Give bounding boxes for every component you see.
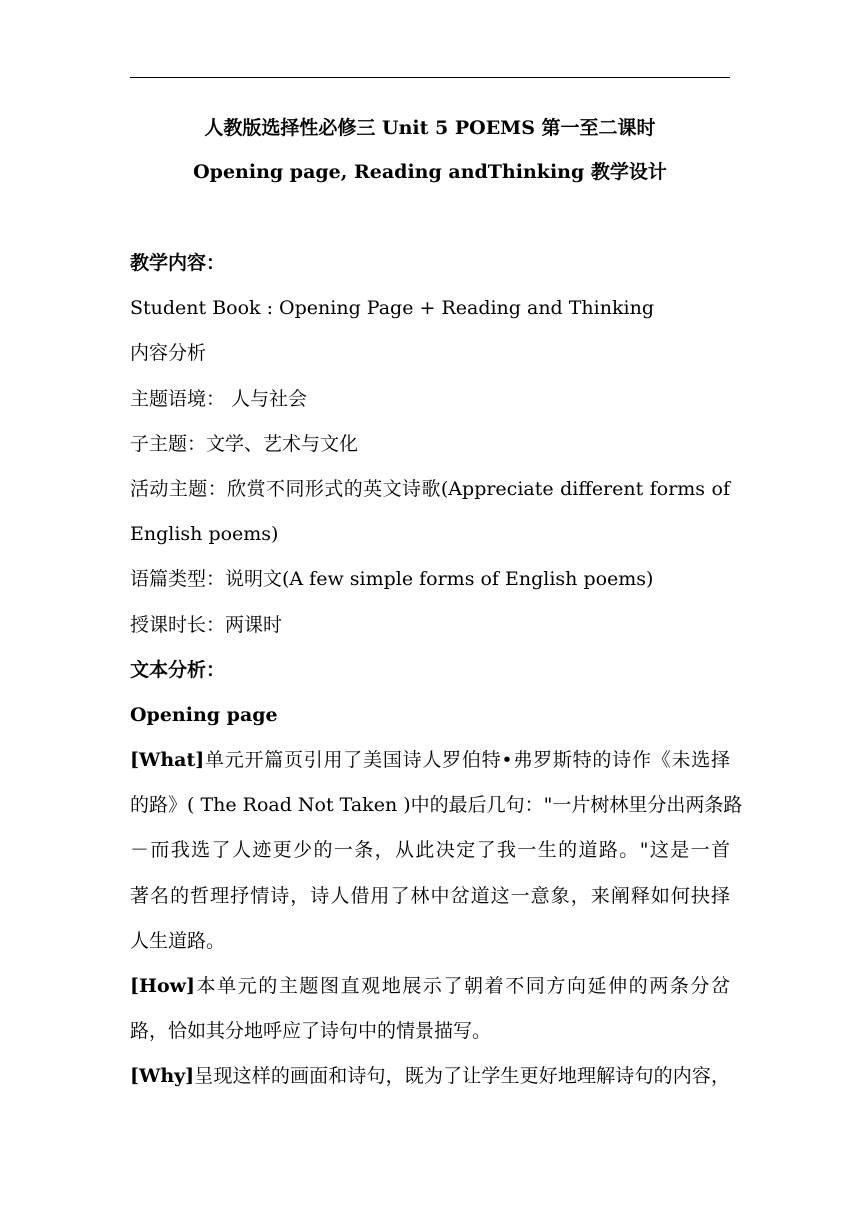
text-line: 文本分析： (130, 658, 226, 681)
text-line: 语篇类型：说明文(A few simple forms of English poems) (130, 568, 654, 591)
text-line: 主题语境： 人与社会 (130, 387, 308, 410)
section-marker: [What] (130, 749, 205, 772)
text-line: Opening page (130, 703, 278, 726)
text-line: Student Book : Opening Page + Reading and Thinking (130, 297, 654, 320)
text-line (130, 747, 730, 792)
text-line (130, 1063, 730, 1108)
text-line: 活动主题：欣赏不同形式的英文诗歌(Appreciate different forms of (130, 477, 730, 500)
text-line: －而我选了人迹更少的一条，从此决定了我一生的道路。"这是一首 (130, 839, 730, 862)
text-line: 的路》( The Road Not Taken )中的最后几句："一片树林里分出两条路 (130, 794, 743, 817)
text-line (130, 973, 730, 1018)
line-text: 单元开篇页引用了美国诗人罗伯特•弗罗斯特的诗作《未选择 (204, 749, 730, 772)
header-rule (130, 77, 730, 78)
section-marker: [How] (130, 975, 195, 997)
text-line: 教学内容： (130, 252, 226, 274)
document-title-line-2: Opening page, Reading andThinking 教学设计 (193, 161, 667, 183)
text-line: 人生道路。 (130, 929, 226, 952)
text-line: 内容分析 (130, 342, 207, 365)
text-line: 子主题：文学、艺术与文化 (130, 432, 359, 455)
text-line: English poems) (130, 523, 279, 546)
line-text: 呈现这样的画面和诗句，既为了让学生更好地理解诗句的内容， (194, 1065, 730, 1088)
document-body (130, 250, 743, 1109)
text-line: 路，恰如其分地呼应了诗句中的情景描写。 (130, 1020, 492, 1043)
text-line: 著名的哲理抒情诗，诗人借用了林中岔道这一意象，来阐释如何抉择 (130, 884, 730, 907)
text-line: 授课时长：两课时 (130, 613, 283, 636)
section-marker: [Why] (130, 1065, 195, 1088)
document-title-line-1: 人教版选择性必修三 Unit 5 POEMS 第一至二课时 (204, 117, 656, 139)
line-text: 本单元的主题图直观地展示了朝着不同方向延伸的两条分岔 (194, 975, 730, 997)
